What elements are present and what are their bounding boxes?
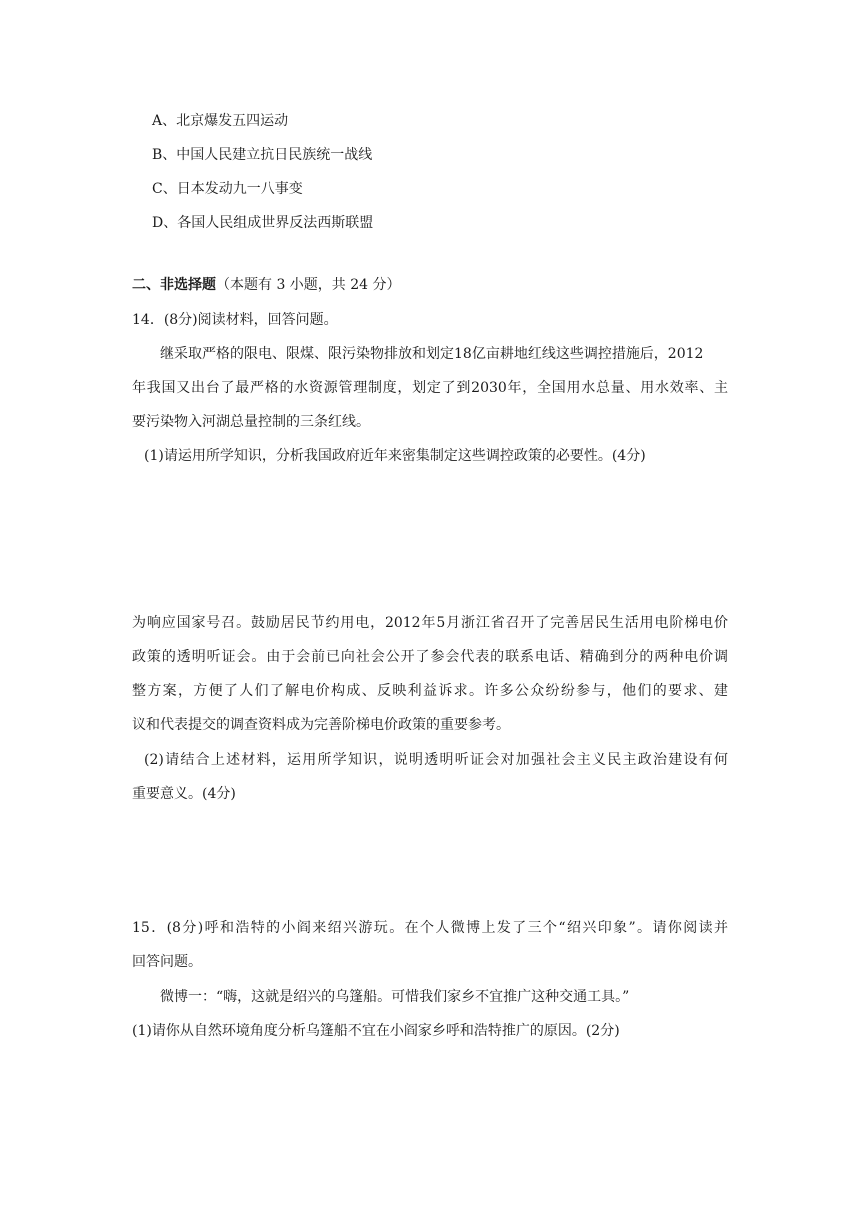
q15-sub1: (1)请你从自然环境角度分析乌篷船不宜在小阎家乡呼和浩特推广的原因。(2分) bbox=[132, 1023, 620, 1039]
q14-sub1: (1)请运用所学知识，分析我国政府近年来密集制定这些调控政策的必要性。(4分) bbox=[144, 448, 646, 464]
q14-material2-line2: 政策的透明听证会。由于会前已向社会公开了参会代表的联系电话、精确到分的两种电价调 bbox=[132, 649, 728, 665]
q14-material1-line1: 继采取严格的限电、限煤、限污染物排放和划定18亿亩耕地红线这些调控措施后，2012 bbox=[160, 346, 704, 362]
q15-title-line1: 15．(8分)呼和浩特的小阎来绍兴游玩。在个人微博上发了三个“绍兴印象”。请你阅读并 bbox=[132, 920, 728, 936]
option-b: B、中国人民建立抗日民族统一战线 bbox=[152, 147, 373, 163]
section-title: 二、非选择题 bbox=[132, 277, 216, 293]
q14-sub2-line1: (2)请结合上述材料，运用所学知识，说明透明听证会对加强社会主义民主政治建设有何 bbox=[144, 752, 728, 768]
q14-material2-line3: 整方案，方便了人们了解电价构成、反映利益诉求。许多公众纷纷参与，他们的要求、建 bbox=[132, 683, 728, 699]
option-a: A、北京爆发五四运动 bbox=[152, 113, 289, 129]
q14-material2-line1: 为响应国家号召。鼓励居民节约用电，2012年5月浙江省召开了完善居民生活用电阶梯电价 bbox=[132, 615, 728, 631]
q14-material1-line3: 要污染物入河湖总量控制的三条红线。 bbox=[132, 414, 370, 430]
q14-material1-line2: 年我国又出台了最严格的水资源管理制度，划定了到2030年，全国用水总量、用水效率、主 bbox=[132, 380, 728, 396]
q15-weibo1: 微博一：“嗨，这就是绍兴的乌篷船。可惜我们家乡不宜推广这种交通工具。” bbox=[160, 989, 630, 1005]
section-note: （本题有 3 小题，共 24 分） bbox=[216, 277, 401, 293]
option-d: D、各国人民组成世界反法西斯联盟 bbox=[152, 215, 374, 231]
q14-sub2-line2: 重要意义。(4分) bbox=[132, 786, 236, 802]
q14-title: 14．(8分)阅读材料，回答问题。 bbox=[132, 312, 338, 328]
q14-material2-line4: 议和代表提交的调查资料成为完善阶梯电价政策的重要参考。 bbox=[132, 717, 510, 733]
option-c: C、日本发动九一八事变 bbox=[152, 181, 303, 197]
section-heading bbox=[132, 275, 401, 295]
q15-title-line2: 回答问题。 bbox=[132, 954, 202, 970]
